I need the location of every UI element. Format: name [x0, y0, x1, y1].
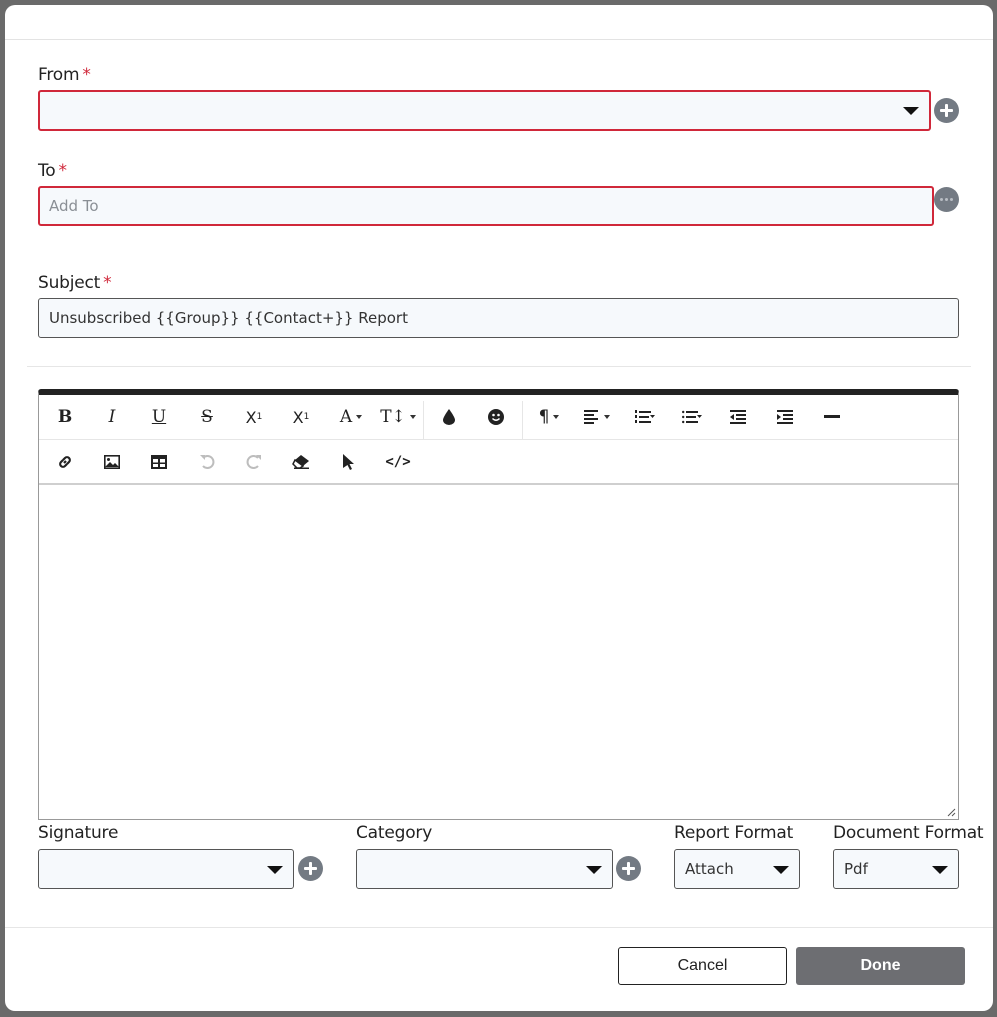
- link-icon[interactable]: [45, 440, 85, 484]
- plus-icon: [622, 862, 635, 875]
- report-format-label: Report Format: [674, 823, 794, 843]
- to-input[interactable]: [38, 186, 934, 226]
- unordered-list-icon[interactable]: [672, 395, 712, 439]
- toolbar-separator: [423, 401, 424, 439]
- code-view-icon[interactable]: </>: [385, 454, 411, 470]
- align-icon[interactable]: [577, 395, 617, 439]
- section-divider: [27, 366, 971, 367]
- font-family-icon[interactable]: A: [331, 395, 371, 439]
- outdent-icon[interactable]: [718, 395, 758, 439]
- chevron-down-icon: [267, 866, 283, 874]
- from-select[interactable]: [38, 90, 931, 131]
- superscript-icon[interactable]: X 1: [292, 407, 310, 427]
- cancel-button[interactable]: Cancel: [618, 947, 787, 985]
- emoticons-icon[interactable]: [476, 395, 516, 439]
- table-icon[interactable]: [139, 440, 179, 484]
- add-from-button[interactable]: [934, 98, 959, 123]
- editor-toolbar-row-1: [39, 395, 958, 440]
- image-icon[interactable]: [92, 440, 132, 484]
- signature-select[interactable]: [38, 849, 294, 889]
- chevron-down-icon: [932, 866, 948, 874]
- report-format-select[interactable]: Attach: [674, 849, 800, 889]
- modal-header: [5, 5, 993, 40]
- underline-icon[interactable]: U: [151, 407, 167, 427]
- plus-icon: [940, 104, 953, 117]
- to-placeholder: Add To: [49, 197, 99, 215]
- ordered-list-icon[interactable]: [625, 395, 665, 439]
- required-mark: *: [103, 273, 112, 293]
- select-all-icon[interactable]: [329, 440, 369, 484]
- from-label: From *: [38, 65, 91, 85]
- done-button[interactable]: Done: [796, 947, 965, 985]
- chevron-down-icon: [903, 107, 919, 115]
- editor-toolbar-row-2: [39, 440, 958, 485]
- add-category-button[interactable]: [616, 856, 641, 881]
- chevron-down-icon: [773, 866, 789, 874]
- ellipsis-icon: [940, 198, 953, 201]
- rich-text-editor: [38, 389, 959, 820]
- editor-content-area[interactable]: [39, 485, 958, 819]
- toolbar-separator: [522, 401, 523, 439]
- send-email-modal: [5, 5, 993, 1011]
- plus-icon: [304, 862, 317, 875]
- indent-icon[interactable]: [765, 395, 805, 439]
- redo-icon[interactable]: [234, 440, 274, 484]
- add-signature-button[interactable]: [298, 856, 323, 881]
- subscript-icon[interactable]: X 1: [245, 407, 263, 427]
- strikethrough-icon[interactable]: S: [201, 407, 213, 427]
- document-format-select[interactable]: Pdf: [833, 849, 959, 889]
- signature-label: Signature: [38, 823, 119, 843]
- subject-label: Subject *: [38, 273, 112, 293]
- footer-divider: [5, 927, 993, 928]
- text-color-icon[interactable]: [429, 395, 469, 439]
- undo-icon[interactable]: [187, 440, 227, 484]
- clear-formatting-icon[interactable]: [281, 440, 321, 484]
- category-label: Category: [356, 823, 433, 843]
- resize-handle-icon[interactable]: [946, 807, 956, 817]
- to-label: To *: [38, 161, 67, 181]
- paragraph-format-icon[interactable]: ¶: [529, 395, 569, 439]
- more-recipients-button[interactable]: [934, 187, 959, 212]
- italic-icon[interactable]: I: [108, 407, 116, 427]
- subject-input[interactable]: Unsubscribed {{Group}} {{Contact+}} Report: [38, 298, 959, 338]
- chevron-down-icon: [586, 866, 602, 874]
- required-mark: *: [58, 161, 67, 181]
- document-format-label: Document Format: [833, 823, 984, 843]
- font-size-icon[interactable]: T↕: [378, 395, 418, 439]
- required-mark: *: [82, 65, 91, 85]
- horizontal-line-icon[interactable]: [812, 395, 852, 439]
- category-select[interactable]: [356, 849, 613, 889]
- bold-icon[interactable]: B: [57, 407, 73, 427]
